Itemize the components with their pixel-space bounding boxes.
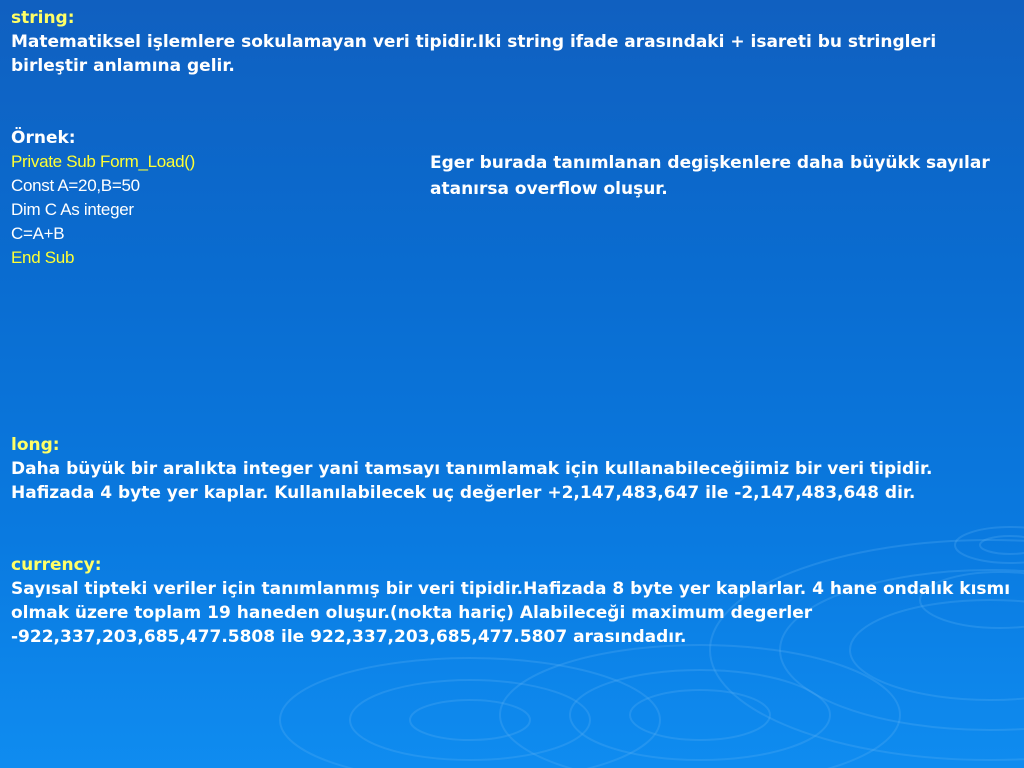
long-description: Daha büyük bir aralıkta integer yani tamsayı tanımlamak için kullanabileceğiimiz bir veri tipidir. Hafizada 4 byte yer kaplar. Kullanılabilecek uç değerler +2,147,483,647 ile -2,147,483,648 dir. [11, 459, 933, 503]
string-description: Matematiksel işlemlere sokulamayan veri tipidir.Iki string ifade arasındaki + isareti bu stringleri birleştir anlamına gelir. [11, 32, 937, 76]
code-line-1: Private Sub Form_Load() [11, 152, 195, 171]
example-heading: Örnek: [11, 128, 76, 148]
code-line-3: Dim C As integer [11, 200, 134, 219]
overflow-note: Eger burada tanımlanan degişkenlere daha büyükk sayılar atanırsa overflow oluşur. [430, 153, 990, 199]
string-heading: string: [11, 8, 75, 28]
code-line-5: End Sub [11, 248, 75, 267]
currency-heading: currency: [11, 555, 102, 575]
long-section [11, 433, 1011, 505]
currency-section [11, 553, 1011, 649]
long-heading: long: [11, 435, 60, 455]
code-line-2: Const A=20,B=50 [11, 176, 140, 195]
code-line-4: C=A+B [11, 224, 65, 243]
currency-description: Sayısal tipteki veriler için tanımlanmış bir veri tipidir.Hafizada 8 byte yer kaplarlar. 4 hane ondalık kısmı olmak üzere toplam 19 haneden oluşur.(nokta hariç) Alabileceği maximum degerler -922,337,203,685,477.5808 ile 922,337,203,685,477.5807 arasındadır. [11, 579, 1011, 647]
string-section [11, 6, 1011, 78]
example-section [11, 126, 411, 270]
